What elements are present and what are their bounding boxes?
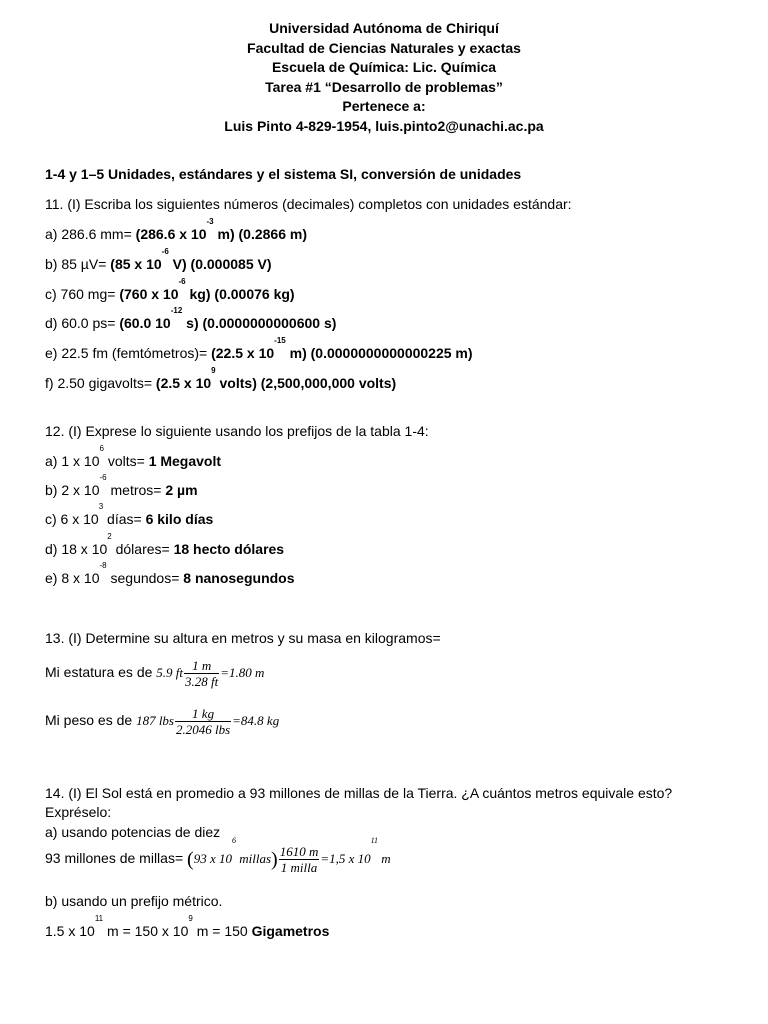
q12-d-answer: 18 hecto dólares [173, 541, 285, 557]
q11-c-answer: (760 x $10^{-6}$ kg) (0.00076 kg) [119, 277, 295, 302]
miles-fraction: $\frac{1610 m}{\text{1 milla}}$ [279, 844, 319, 875]
q12-e: e) 8 x $10^{-8}$ segundos= 8 nanosegundos [45, 561, 295, 586]
q11-f-label: f) 2.50 gigavolts= [45, 375, 156, 391]
q13-prompt: 13. (I) Determine su altura en metros y su masa en kilogramos= [45, 630, 441, 646]
height-fraction: $\frac{1 m}{3.28 ft}$ [185, 658, 219, 689]
q11-d-label: d) 60.0 ps= [45, 315, 120, 331]
q11-prompt: 11. (I) Escriba los siguientes números (decimales) completos con unidades estándar: [45, 196, 572, 212]
faculty-name: Facultad de Ciencias Naturales y exactas [247, 39, 521, 56]
q12-e-answer: 8 nanosegundos [183, 570, 295, 586]
q14-a-label: a) usando potencias de diez [45, 824, 221, 840]
q11-c-label: c) 760 mg= [45, 286, 120, 302]
school-name: Escuela de Química: Lic. Química [271, 59, 497, 75]
university-name: Universidad Autónoma de Chiriquí [269, 20, 499, 36]
q14-a-equation: 93 millones de millas= (93 x $10^6$ millas) $\frac{1610 m}{\text{1 milla}}$ =1,5 x $10^{11}$ m [45, 836, 391, 875]
q13-height: Mi estatura es de 5.9 ft $\frac{1 m}{3.28 ft}$ =1.80 m [45, 658, 265, 689]
author-info: Luis Pinto 4-829-1954, luis.pinto2@unachi.ac.pa [224, 117, 544, 134]
belongs-to-label: Pertenece a: [342, 98, 426, 114]
q13-weight: Mi peso es de 187 lbs $\frac{1 kg}{\text{2.2046 lbs}}$ =84.8 kg [45, 706, 280, 737]
q11-f-answer: (2.5 x $10^9$ volts) (2,500,000,000 volts) [155, 366, 397, 391]
q12-b: b) 2 x $10^{-6}$ metros= 2 µm [45, 473, 198, 498]
q14-prompt-line2: Expréselo: [45, 804, 112, 820]
q11-a-answer: (286.6 x $10^{-3}$ m) (0.2866 m) [135, 217, 307, 242]
q11-e-answer: (22.5 x $10^{-15}$ m) (0.0000000000000225 m) [211, 336, 473, 361]
q11-e-label: e) 22.5 fm (femtómetros)= [45, 345, 212, 361]
q11-d [45, 306, 337, 332]
assignment-title: Tarea #1 “Desarrollo de problemas” [265, 78, 503, 95]
q11-b [45, 247, 272, 273]
q12-a: a) 1 x $10^6$ volts= 1 Megavolt [45, 444, 222, 469]
document-header [0, 19, 768, 136]
q14-prompt-line1: 14. (I) El Sol está en promedio a 93 millones de millas de la Tierra. ¿A cuántos metros equivale esto? [45, 785, 673, 801]
q11-c [45, 277, 295, 303]
q11-a [45, 217, 307, 243]
q11-f [45, 366, 397, 392]
q12-a-answer: 1 Megavolt [148, 453, 222, 469]
q12-c: c) 6 x $10^3$ días= 6 kilo días [45, 502, 214, 527]
q12-d: d) 18 x $10^2$ dólares= 18 hecto dólares [45, 532, 285, 557]
q11-a-label: a) 286.6 mm= [45, 226, 136, 242]
q14-b-label: b) usando un prefijo métrico. [45, 893, 223, 909]
weight-fraction: $\frac{1 kg}{\text{2.2046 lbs}}$ [175, 706, 231, 737]
q11-b-label: b) 85 µV= [45, 256, 111, 272]
q14-b-answer: Gigametros [251, 923, 330, 939]
q11-d-answer: (60.0 $10^{-12}$ s) (0.0000000000600 s) [119, 306, 337, 331]
q12-c-answer: 6 kilo días [145, 511, 214, 527]
q11-b-answer: (85 x $10^{-6}$ V) (0.000085 V) [110, 247, 272, 272]
q12-b-answer: 2 µm [165, 482, 198, 498]
q11-e [45, 336, 473, 362]
section-title: 1-4 y 1–5 Unidades, estándares y el sistema SI, conversión de unidades [45, 166, 522, 182]
q12-prompt: 12. (I) Exprese lo siguiente usando los prefijos de la tabla 1-4: [45, 423, 429, 439]
q14-b-answer-line: 1.5 x $10^{11}$ m = 150 x $10^9$ m = 150 Gigametros [45, 914, 330, 939]
